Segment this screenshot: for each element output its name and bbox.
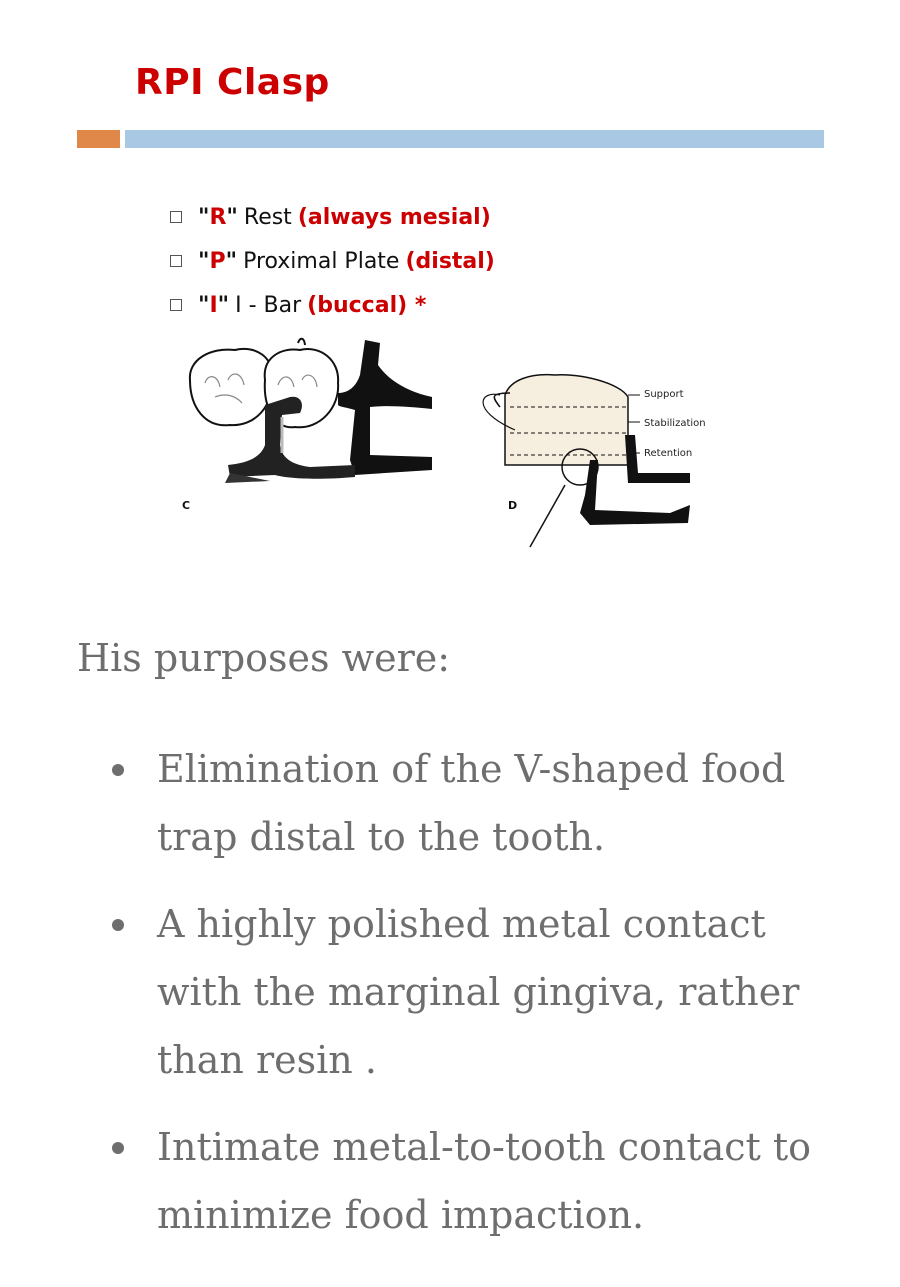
- component-letter: "I": [198, 292, 230, 318]
- component-name: Proximal Plate: [243, 248, 400, 274]
- title-accent-bar-blue: [125, 130, 824, 148]
- component-name: I - Bar: [235, 292, 302, 318]
- panel-d-drawing: [483, 375, 693, 547]
- list-item: [110, 735, 830, 871]
- rpi-clasp-illustration: [170, 335, 730, 565]
- rpi-item-proximal-plate: [170, 239, 495, 283]
- list-item-text: Elimination of the V-shaped food trap distal to the tooth.: [157, 747, 786, 859]
- component-letter: "P": [198, 248, 238, 274]
- list-item: [110, 890, 830, 1094]
- component-letter: "R": [198, 204, 238, 230]
- intro-text: His purposes were:: [77, 636, 451, 680]
- title-accent-bar-orange: [77, 130, 120, 148]
- component-note: (always mesial): [297, 204, 491, 230]
- figure-label-support: Support: [644, 389, 684, 400]
- rpi-item-rest: [170, 195, 495, 239]
- rpi-item-i-bar: [170, 283, 495, 327]
- list-item: [110, 1113, 830, 1249]
- bullet-icon: [112, 764, 124, 776]
- panel-c-label: C: [182, 499, 191, 512]
- component-name: Rest: [243, 204, 292, 230]
- rpi-component-list: [170, 195, 495, 327]
- panel-c-drawing: [190, 339, 432, 483]
- bullet-icon: [112, 919, 124, 931]
- component-note: (buccal) *: [307, 292, 427, 318]
- component-note: (distal): [405, 248, 495, 274]
- bullet-icon: [112, 1142, 124, 1154]
- list-item-text: Intimate metal-to-tooth contact to minimize food impaction.: [157, 1125, 812, 1237]
- slide-title: RPI Clasp: [135, 62, 330, 103]
- square-bullet-icon: [170, 255, 182, 267]
- figure-label-stabilization: Stabilization: [644, 418, 706, 429]
- square-bullet-icon: [170, 299, 182, 311]
- list-item-text: A highly polished metal contact with the marginal gingiva, rather than resin .: [157, 902, 800, 1082]
- panel-d-label: D: [508, 499, 518, 512]
- figure-label-retention: Retention: [644, 448, 693, 459]
- square-bullet-icon: [170, 211, 182, 223]
- purposes-list: [110, 735, 830, 1268]
